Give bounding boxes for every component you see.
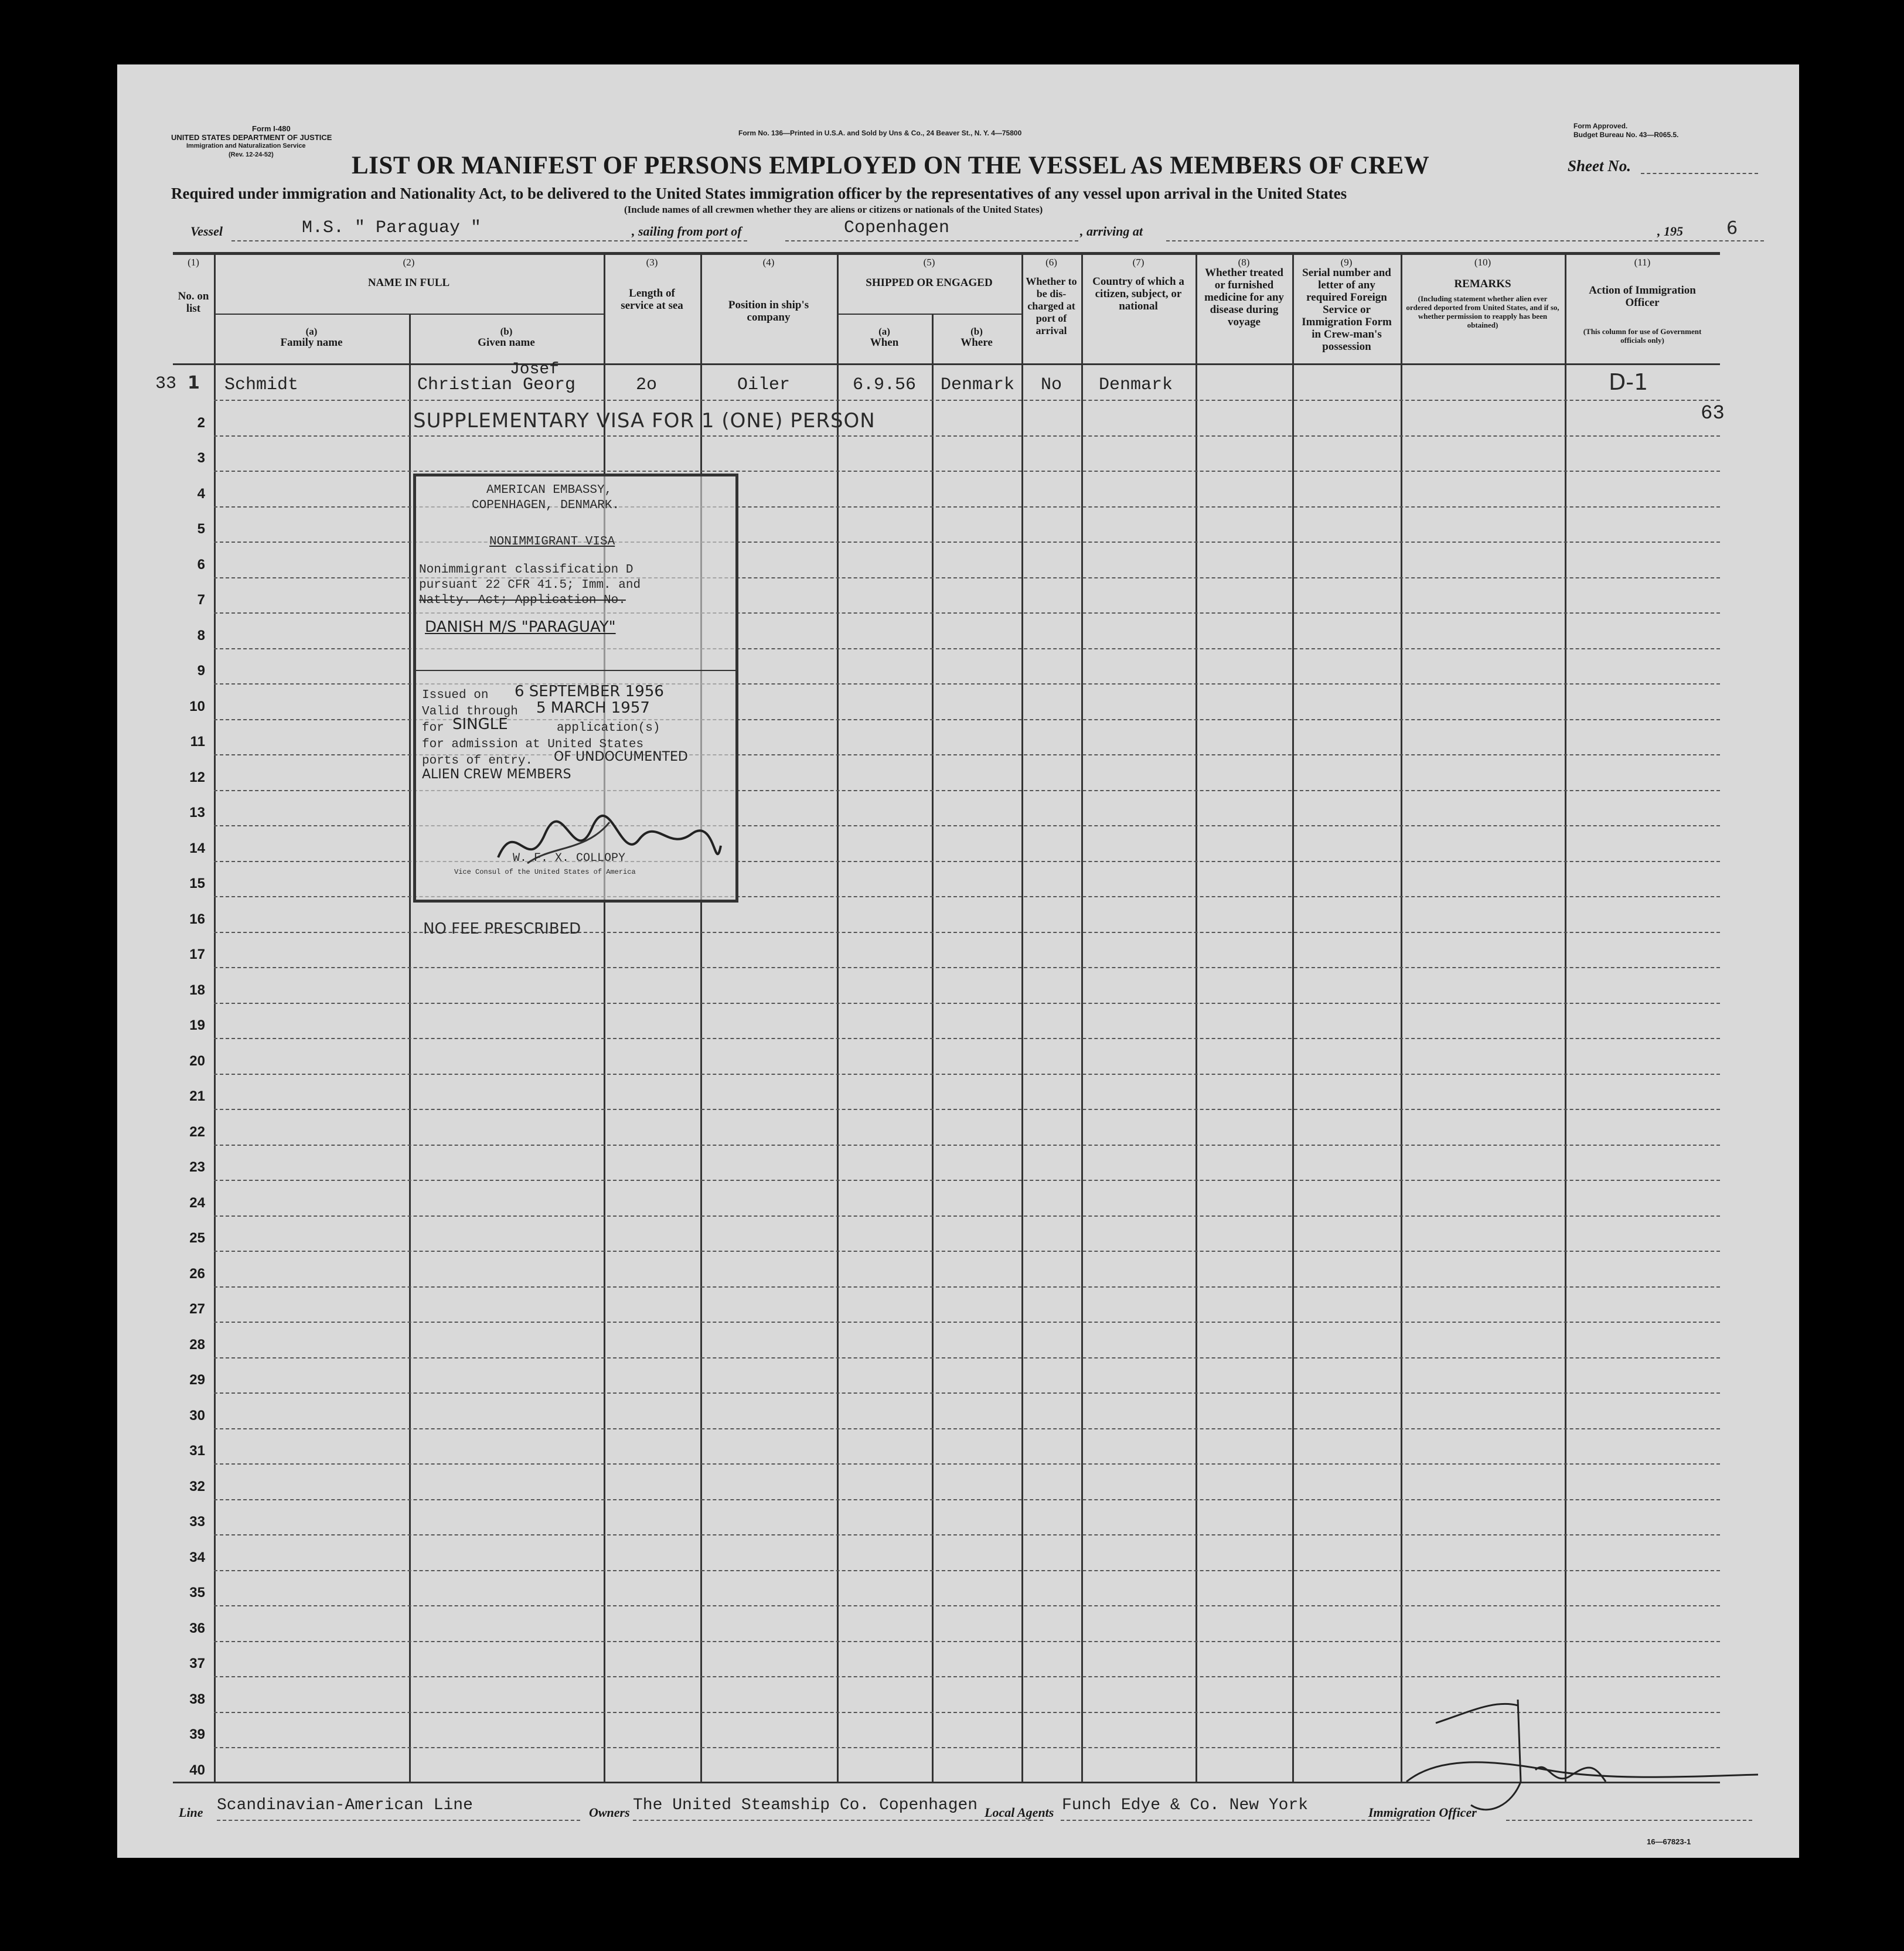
- row-number: 38: [189, 1691, 205, 1707]
- row-number: 39: [189, 1727, 205, 1742]
- row-line: [214, 1428, 1720, 1429]
- sailing-port: Copenhagen: [844, 218, 950, 238]
- row-line: [214, 1357, 1720, 1358]
- col-6-number: (6): [1045, 257, 1057, 268]
- stamp-valid-label: Valid through: [422, 705, 518, 719]
- stamp-ports: ports of entry.: [422, 754, 533, 768]
- row-number: 31: [189, 1443, 205, 1459]
- row-number: 14: [189, 840, 205, 856]
- row-number: 25: [189, 1230, 205, 1246]
- stamp-issued-date: 6 SEPTEMBER 1956: [515, 683, 664, 700]
- col-11-number: (11): [1634, 257, 1651, 268]
- col-divider-6: [1081, 255, 1083, 1782]
- visa-stamp: [413, 474, 738, 903]
- row-number: 20: [189, 1053, 205, 1069]
- stamp-ports-extra: OF UNDOCUMENTED: [554, 750, 688, 764]
- row-number: 28: [189, 1336, 205, 1353]
- col-7-header: Country of which a citizen, subject, or national: [1092, 275, 1184, 312]
- line-label: Line: [179, 1805, 203, 1820]
- row-line: [214, 1286, 1720, 1288]
- row-number: 7: [197, 592, 205, 608]
- sheet-number-field: [1641, 173, 1758, 174]
- stamp-visa-type: NONIMMIGRANT VISA: [489, 535, 615, 549]
- manifest-sheet: [117, 64, 1799, 1858]
- line-underline: [217, 1820, 580, 1821]
- stamp-officer-name: W. F. X. COLLOPY: [513, 852, 626, 865]
- line-value: Scandinavian-American Line: [217, 1796, 473, 1814]
- row-line: [214, 435, 1720, 437]
- stamp-admission: for admission at United States: [422, 738, 644, 751]
- row-number: 24: [189, 1194, 205, 1211]
- printer-note: Form No. 136—Printed in U.S.A. and Sold by Uns & Co., 24 Beaver St., N. Y. 4—75800: [738, 129, 1022, 137]
- service-length: 2o: [636, 375, 658, 395]
- col-2a-header: Family name: [280, 336, 343, 349]
- row-line: [214, 1499, 1720, 1500]
- owners-underline: [633, 1820, 1043, 1821]
- fee-note: NO FEE PRESCRIBED: [423, 920, 581, 938]
- row-number: 34: [189, 1549, 205, 1565]
- row-number: 18: [189, 982, 205, 998]
- col-5-number: (5): [923, 257, 935, 268]
- col-8-number: (8): [1238, 257, 1250, 268]
- row-line: [214, 400, 1720, 401]
- sheet-number-label: Sheet No.: [1568, 157, 1631, 175]
- approval-line-2: Budget Bureau No. 43—R065.5.: [1573, 131, 1679, 139]
- row-1-label: 1: [188, 373, 200, 393]
- col-1-header: No. on list: [178, 290, 209, 315]
- row-number: 37: [189, 1656, 205, 1671]
- given-name-line-1: Josef: [510, 360, 560, 379]
- row-line: [214, 1145, 1720, 1146]
- table-top-border: [173, 252, 1720, 255]
- row-number: 32: [189, 1478, 205, 1494]
- col-9-number: (9): [1340, 257, 1353, 268]
- row-line: [214, 1003, 1720, 1004]
- table-header-border: [173, 363, 1720, 365]
- stamp-pursuant: pursuant 22 CFR 41.5; Imm. and: [419, 578, 641, 592]
- row-number: 9: [197, 663, 205, 679]
- row-line: [214, 1641, 1720, 1642]
- row-line: [214, 1074, 1720, 1075]
- col-2-header: NAME IN FULL: [367, 277, 450, 289]
- col-4-header: Position in ship's company: [728, 299, 809, 324]
- position: Oiler: [737, 375, 791, 395]
- col-10-subheader: (Including statement whether alien ever ordered deported from United States, and if so, whether permission to reapply has been obtained): [1406, 294, 1559, 329]
- owners-value: The United Steamship Co. Copenhagen: [633, 1796, 978, 1814]
- owners-label: Owners: [589, 1805, 630, 1820]
- col-11-subheader: (This column for use of Government officials only): [1583, 327, 1702, 345]
- row-number: 10: [189, 698, 205, 714]
- stamp-embassy: AMERICAN EMBASSY,: [486, 484, 612, 497]
- col-5-header: SHIPPED OR ENGAGED: [866, 277, 993, 289]
- col-6-header: Whether to be dis-charged at port of arrival: [1026, 275, 1077, 336]
- row-number: 3: [197, 450, 205, 466]
- row-number: 15: [189, 876, 205, 891]
- col-divider-7: [1195, 255, 1197, 1782]
- col-11-header: Action of Immigration Officer: [1589, 284, 1696, 309]
- officer-underline: [1506, 1820, 1752, 1821]
- row-line: [214, 471, 1720, 472]
- country: Denmark: [1099, 375, 1173, 395]
- col-5a-header: When: [870, 336, 899, 349]
- col-5b-number: (b): [970, 326, 983, 337]
- row-number: 16: [189, 911, 205, 927]
- row-number: 27: [189, 1301, 205, 1317]
- page-title: LIST OR MANIFEST OF PERSONS EMPLOYED ON THE VESSEL AS MEMBERS OF CREW: [352, 152, 1430, 179]
- col-10-header: REMARKS: [1454, 278, 1511, 290]
- sailing-label: , sailing from port of: [632, 224, 742, 239]
- col-divider-4: [837, 255, 839, 1782]
- col-10-number: (10): [1474, 257, 1491, 268]
- stamp-issued-label: Issued on: [422, 689, 489, 702]
- family-name: Schmidt: [224, 375, 299, 395]
- row-line: [214, 1038, 1720, 1039]
- row-line: [214, 1180, 1720, 1181]
- sailing-underline: [785, 240, 1078, 241]
- row-line: [214, 967, 1720, 968]
- row-line: [214, 1570, 1720, 1571]
- discharged: No: [1040, 375, 1062, 395]
- stamp-divider: [416, 670, 735, 671]
- stamp-valid-date: 5 MARCH 1957: [536, 699, 650, 717]
- col-divider-8: [1292, 255, 1294, 1782]
- vessel-underline: [231, 240, 747, 241]
- row-line: [214, 1676, 1720, 1677]
- col-3-header: Length of service at sea: [621, 287, 683, 312]
- arriving-label: , arriving at: [1080, 224, 1143, 239]
- row-number: 13: [189, 805, 205, 820]
- approval-line-1: Form Approved.: [1573, 122, 1628, 130]
- stamp-classification: Nonimmigrant classification D: [419, 563, 633, 577]
- stamp-vessel: DANISH M/S "PARAGUAY": [425, 618, 616, 636]
- row-number: 17: [189, 946, 205, 962]
- row-number: 5: [197, 521, 205, 537]
- row-line: [214, 1463, 1720, 1465]
- col-4-number: (4): [762, 257, 775, 268]
- stamp-application: Natlty. Act; Application No.: [419, 594, 626, 607]
- row-number: 35: [189, 1585, 205, 1601]
- subtitle: Required under immigration and Nationality Act, to be delivered to the United States immigration officer by the representatives of any vessel upon arrival in the United States: [171, 185, 1347, 202]
- row-number: 4: [197, 485, 205, 502]
- row-number: 40: [189, 1762, 205, 1778]
- row-number: 11: [190, 734, 205, 750]
- officer-action: D-1: [1609, 369, 1648, 395]
- row-number: 2: [197, 414, 205, 431]
- row-number: 19: [189, 1017, 205, 1033]
- col-1-number: (1): [188, 257, 199, 268]
- col-2-number: (2): [403, 257, 415, 268]
- row-number: 36: [189, 1620, 205, 1636]
- supplementary-note: SUPPLEMENTARY VISA FOR 1 (ONE) PERSON: [413, 409, 876, 433]
- col-3-number: (3): [646, 257, 658, 268]
- row-number: 30: [189, 1407, 205, 1424]
- arriving-underline: [1166, 240, 1764, 241]
- include-note: (Include names of all crewmen whether they are aliens or citizens or nationals of the United States): [624, 204, 1043, 215]
- row-number: 26: [189, 1265, 205, 1282]
- bottom-code: 16—67823-1: [1647, 1837, 1691, 1846]
- stamp-city: COPENHAGEN, DENMARK.: [472, 499, 620, 512]
- left-margin-number: 33: [155, 374, 177, 394]
- row-number: 21: [189, 1088, 205, 1104]
- department-line: UNITED STATES DEPARTMENT OF JUSTICE: [171, 133, 332, 142]
- col-2b-header: Given name: [478, 336, 535, 349]
- col-divider-1: [214, 255, 216, 1782]
- row-number: 33: [189, 1514, 205, 1530]
- agents-value: Funch Edye & Co. New York: [1062, 1796, 1309, 1814]
- col-7-number: (7): [1132, 257, 1145, 268]
- row-line: [214, 1605, 1720, 1606]
- row-line: [214, 1534, 1720, 1535]
- shipped-subheader-line: [837, 314, 1021, 315]
- shipped-where: Denmark: [941, 375, 1015, 395]
- stamp-entries: SINGLE: [452, 716, 508, 733]
- row-line: [214, 1109, 1720, 1110]
- col-divider-2a: [409, 315, 411, 1782]
- col-divider-5a: [932, 315, 934, 1782]
- row-number: 12: [189, 769, 205, 785]
- vessel-name: M.S. " Paraguay ": [302, 218, 482, 238]
- col-divider-10: [1565, 255, 1566, 1782]
- col-5a-number: (a): [878, 326, 890, 337]
- stamp-crew: ALIEN CREW MEMBERS: [422, 767, 571, 782]
- service-line: Immigration and Naturalization Service: [186, 142, 306, 149]
- row-line: [214, 1392, 1720, 1394]
- year-value: 6: [1726, 218, 1738, 239]
- col-divider-9: [1401, 255, 1402, 1782]
- row-line: [214, 1215, 1720, 1217]
- col-2a-number: (a): [305, 326, 318, 337]
- right-margin-number: 63: [1701, 403, 1725, 425]
- shipped-when: 6.9.56: [852, 375, 917, 395]
- officer-label: Immigration Officer: [1368, 1805, 1477, 1820]
- col-divider-5: [1021, 255, 1023, 1782]
- form-number: Form I-480: [252, 124, 291, 133]
- agents-label: Local Agents: [985, 1805, 1054, 1820]
- col-8-header: Whether treated or furnished medicine for any disease during voyage: [1204, 267, 1284, 328]
- year-prefix: , 195: [1657, 224, 1683, 239]
- stamp-application-label: application(s): [557, 721, 660, 735]
- stamp-officer-title: Vice Consul of the United States of America: [454, 868, 636, 876]
- stamp-for-label: for: [422, 721, 444, 735]
- row-number: 6: [197, 556, 205, 573]
- col-2b-number: (b): [500, 326, 513, 337]
- col-5b-header: Where: [960, 336, 993, 349]
- row-line: [214, 1251, 1720, 1252]
- revision-line: (Rev. 12-24-52): [229, 151, 274, 158]
- col-9-header: Serial number and letter of any required Foreign Service or Immigration Form in Crew-man's possession: [1302, 267, 1392, 353]
- row-number: 29: [189, 1372, 205, 1388]
- row-number: 23: [189, 1159, 205, 1175]
- row-line: [214, 1322, 1720, 1323]
- given-name-line-2: Christian Georg: [417, 375, 576, 395]
- row-number: 22: [189, 1123, 205, 1140]
- vessel-label: Vessel: [190, 224, 223, 239]
- row-number: 8: [197, 627, 205, 643]
